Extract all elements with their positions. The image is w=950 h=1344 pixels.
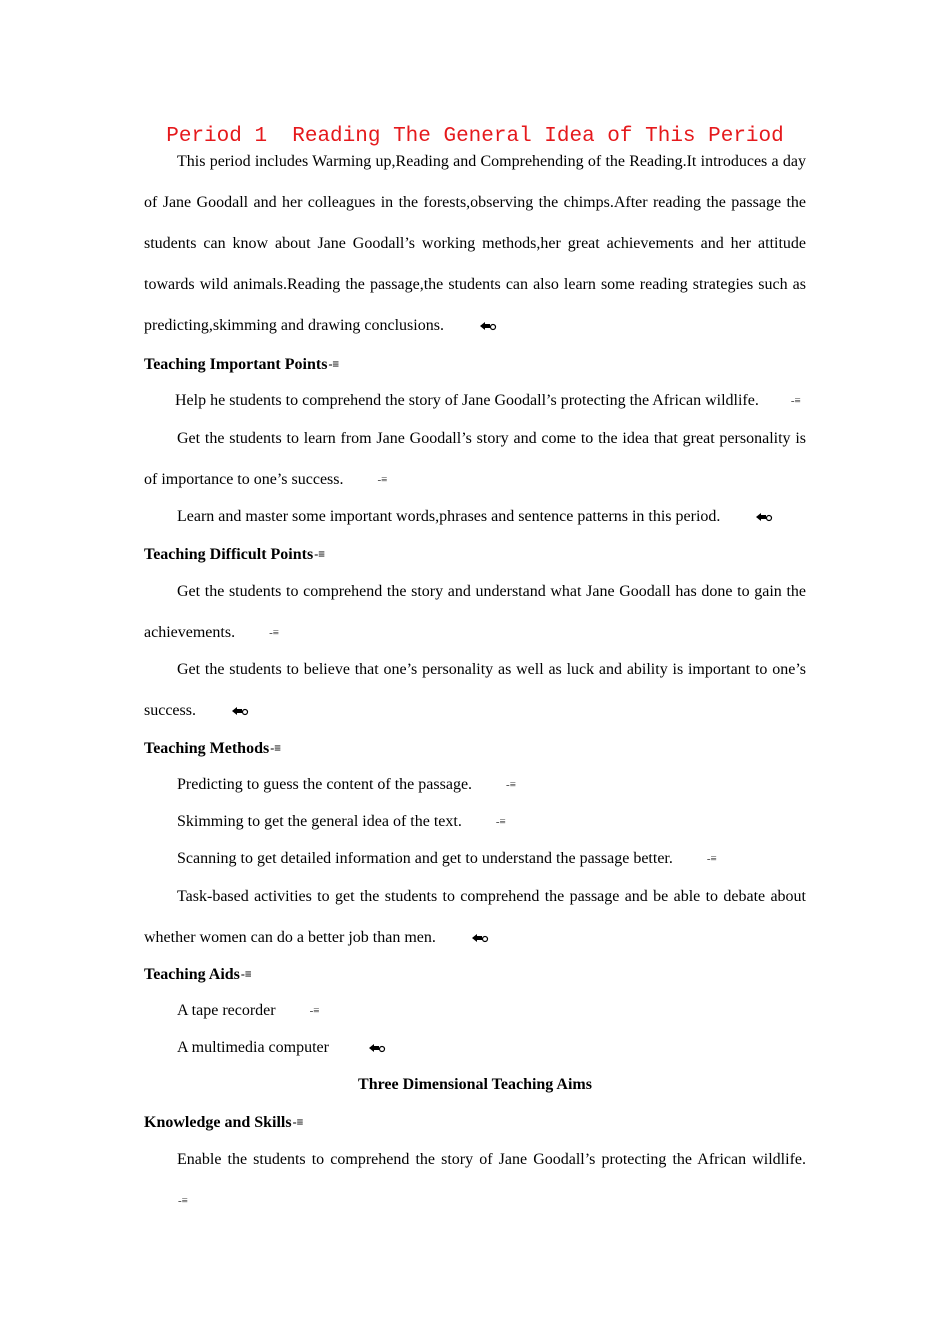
list-item: Task-based activities to get the students to comprehend the passage and be able to debate about whether women can do a better job than men. xyxy=(144,876,806,960)
paragraph-mark-icon: -≡ xyxy=(178,1195,188,1207)
list-item: A tape recorder -≡ xyxy=(177,1002,320,1019)
paragraph-mark-icon: -≡ xyxy=(292,1115,304,1129)
paragraph-mark-icon: -≡ xyxy=(240,967,252,981)
aids-heading: Teaching Aids-≡ xyxy=(144,966,252,983)
intro-paragraph: This period includes Warming up,Reading and Comprehending of the Reading.It introduces a day of Jane Goodall and her colleagues in the forests,observing the chimps.After reading the passage the students can know about Jane Goodall’s working methods,her great achievements and her attitude towards wild animals.Reading the passage,the students can also learn some reading strategies such as predicting,skimming and drawing conclusions. xyxy=(144,141,806,348)
paragraph-mark-icon: -≡ xyxy=(706,853,717,865)
list-item: Get the students to believe that one’s personality as well as luck and ability is important to one’s success. xyxy=(144,649,806,733)
methods-heading: Teaching Methods-≡ xyxy=(144,740,282,757)
list-item: Enable the students to comprehend the story of Jane Goodall’s protecting the African wildlife.-≡ xyxy=(144,1139,806,1222)
list-item: Predicting to guess the content of the passage. -≡ xyxy=(177,776,516,793)
list-item: A multimedia computer xyxy=(144,1038,806,1060)
paragraph-mark-icon xyxy=(198,692,249,733)
paragraph-mark-icon: -≡ xyxy=(269,627,279,639)
paragraph-mark-icon: -≡ xyxy=(377,474,388,486)
paragraph-mark-icon: -≡ xyxy=(314,547,326,561)
knowledge-heading: Knowledge and Skills-≡ xyxy=(144,1114,304,1131)
paragraph-mark-icon xyxy=(722,509,773,529)
paragraph-mark-icon: -≡ xyxy=(790,395,801,407)
list-item: Get the students to comprehend the story and understand what Jane Goodall has done to gain the achievements. -≡ xyxy=(144,571,806,654)
aims-heading: Three Dimensional Teaching Aims xyxy=(358,1076,592,1093)
list-item: Skimming to get the general idea of the text. -≡ xyxy=(177,813,506,830)
paragraph-mark-icon xyxy=(446,307,497,348)
difficult-heading: Teaching Difficult Points-≡ xyxy=(144,546,326,563)
list-item: Learn and master some important words,phrases and sentence patterns in this period. xyxy=(144,507,806,529)
page-title: Period 1 Reading The General Idea of This Period xyxy=(166,125,784,148)
paragraph-mark-icon: -≡ xyxy=(506,779,516,791)
paragraph-mark-icon: -≡ xyxy=(270,741,282,755)
list-item: Get the students to learn from Jane Goodall’s story and come to the idea that great personality is of importance to one’s success. -≡ xyxy=(144,418,806,501)
paragraph-mark-icon: -≡ xyxy=(328,357,340,371)
paragraph-mark-icon: -≡ xyxy=(309,1005,320,1017)
important-heading: Teaching Important Points-≡ xyxy=(144,356,340,373)
paragraph-mark-icon: -≡ xyxy=(495,816,506,828)
list-item: Scanning to get detailed information and get to understand the passage better. -≡ xyxy=(177,850,717,867)
list-item: Help he students to comprehend the story of Jane Goodall’s protecting the African wildlife. -≡ xyxy=(175,392,801,409)
paragraph-mark-icon xyxy=(335,1040,386,1060)
paragraph-mark-icon xyxy=(438,919,489,960)
